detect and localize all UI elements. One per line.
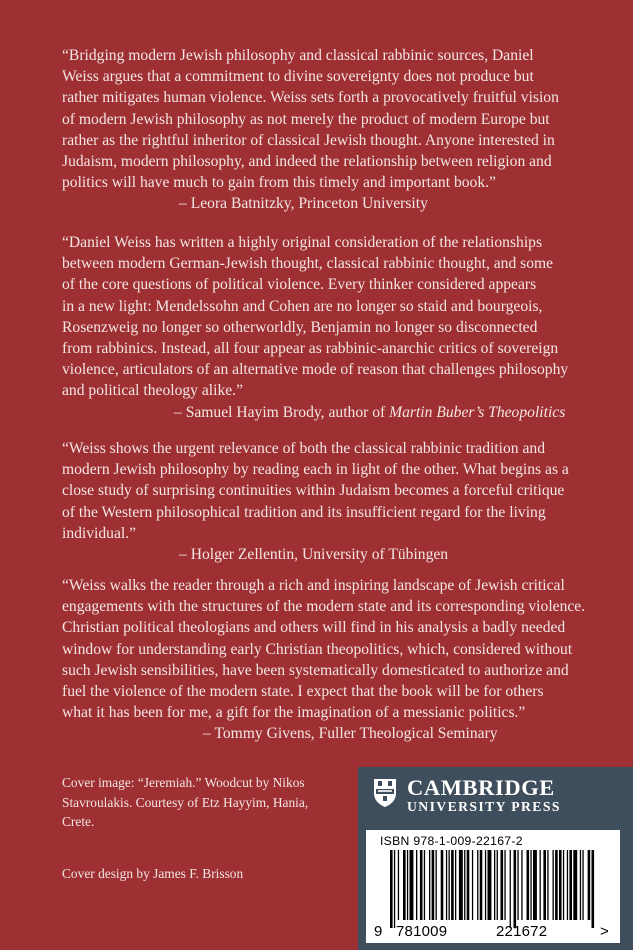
quote-line: “Weiss walks the reader through a rich and inspiring landscape of Jewish critical (62, 577, 565, 594)
quote-attribution: – Tommy Givens, Fuller Theological Seminary (203, 725, 498, 743)
quote-line: rather as the rightful inheritor of classical Jewish thought. Anyone interested in (62, 131, 555, 149)
credit-line: Stavroulakis. Courtesy of Etz Hayyim, Hania, (62, 794, 309, 810)
barcode-bar (472, 850, 473, 920)
barcode-bar (555, 850, 558, 920)
quote-line: violence, articulators of an alternative mode of reason that challenges philosophy (62, 361, 569, 379)
barcode-bar (407, 850, 408, 920)
quote-attribution (62, 402, 582, 423)
quote-line: Weiss argues that a commitment to divine sovereignty does not produce but (62, 68, 534, 86)
barcode-bar (582, 850, 583, 920)
barcode-bar (559, 850, 562, 920)
barcode-bar (504, 850, 505, 920)
quote-line: politics will have much to gain from this timely and important book.” (62, 174, 496, 192)
barcode-bar (563, 850, 564, 920)
credit-line: Crete. (62, 814, 95, 829)
quote-line: close study of surprising continuities within Judaism becomes a forceful critique (62, 482, 565, 500)
barcode-bar (467, 850, 470, 920)
quote-line: “Daniel Weiss has written a highly original consideration of the relationships (62, 234, 543, 251)
publisher-subtitle: UNIVERSITY PRESS (407, 799, 561, 814)
endorsement-givens (62, 575, 586, 745)
barcode-bar (455, 850, 456, 920)
barcode-bar (540, 850, 541, 920)
barcode-bar (441, 850, 444, 920)
barcode-bar (394, 850, 395, 928)
barcode-bar (480, 850, 483, 920)
book-title: Martin Buber’s Theopolitics (389, 403, 566, 421)
barcode-bar (533, 850, 537, 920)
publisher-name: CAMBRIDGE (407, 775, 555, 800)
attribution-text: – Samuel Hayim Brody, author of (174, 403, 390, 421)
cambridge-shield-icon (373, 778, 397, 808)
barcode-bar (449, 850, 450, 920)
barcode-bar (488, 850, 492, 920)
barcode-bar (464, 850, 465, 920)
quote-line: “Weiss shows the urgent relevance of both the classical rabbinic tradition and (62, 440, 546, 457)
barcode-bar (429, 850, 430, 920)
quote-line: “Bridging modern Jewish philosophy and classical rabbinic sources, Daniel (62, 47, 534, 64)
barcode-bar (527, 850, 530, 920)
barcode-bar (521, 850, 522, 920)
quote-line: of the Western philosophical tradition and its insufficient regard for the living (62, 503, 546, 521)
barcode-bar (424, 850, 425, 920)
quote-line: in a new light: Mendelssohn and Cohen are no longer so staid and bourgeois, (62, 297, 543, 315)
cover-image-credit (62, 773, 308, 832)
barcode-bar (416, 850, 417, 920)
quote-attribution: – Holger Zellentin, University of Tübingen (179, 546, 449, 564)
endorsement-brody (62, 232, 582, 423)
barcode-bar (567, 850, 568, 920)
quote-line: Rosenzweig no longer so otherworldly, Benjamin no longer so disconnected (62, 318, 538, 336)
barcode-bar (446, 850, 447, 920)
barcode-bar (485, 850, 486, 920)
barcode-bar (553, 850, 554, 920)
barcode-bar (592, 850, 595, 928)
barcode-bar (514, 850, 517, 928)
quote-line: window for understanding early Christian theopolitics, which, considered without (62, 640, 573, 658)
quote-line: rather mitigates human violence. Weiss sets forth a provocatively fruitful vision (62, 89, 559, 107)
quote-line: Christian political theologians and others will find in his analysis a badly needed (62, 619, 566, 637)
barcode-left-group: 781009 (396, 923, 448, 940)
barcode-bar (398, 850, 399, 920)
isbn-label: ISBN 978-1-009-22167-2 (380, 834, 523, 848)
publisher-logo (373, 776, 561, 815)
endorsement-zellentin (62, 438, 582, 565)
barcode-bar (494, 850, 495, 920)
isbn-barcode (366, 830, 620, 943)
quote-line: Judaism, modern philosophy, and indeed the relationship between religion and (62, 153, 552, 171)
barcode-bar (580, 850, 581, 920)
quote-line: such Jewish sensibilities, have been systematically domesticated to authorize and (62, 661, 569, 679)
quote-line: fuel the violence of the modern state. I expect that the book will be for others (62, 683, 544, 701)
barcode-bar (451, 850, 454, 920)
quote-line: between modern German-Jewish thought, classical rabbinic thought, and some (62, 255, 554, 273)
quote-attribution: – Leora Batnitzky, Princeton University (179, 195, 428, 213)
barcode-bar (588, 850, 591, 920)
barcode-bar (547, 850, 548, 920)
barcode-bar (510, 850, 511, 928)
barcode-bar (390, 850, 393, 928)
quote-line: modern Jewish philosophy by reading each in light of the other. What begins as a (62, 461, 569, 479)
barcode-first-digit: 9 (374, 923, 383, 940)
barcode-bar (569, 850, 572, 920)
barcode-bar (432, 850, 435, 920)
quote-line: and political theology alike.” (62, 382, 244, 400)
barcode-bar (543, 850, 546, 920)
barcode-bars (390, 850, 596, 928)
barcode-bar (420, 850, 423, 920)
quote-line: engagements with the structures of the modern state and its corresponding violence. (62, 598, 586, 616)
barcode-bar (530, 850, 531, 920)
barcode-bar (459, 850, 463, 920)
quote-line: of modern Jewish philosophy as not merely the product of modern Europe but (62, 110, 550, 128)
endorsement-batnitzky (62, 45, 582, 215)
credit-line: Cover image: “Jeremiah.” Woodcut by Nikos (62, 775, 305, 790)
quote-line: what it has been for me, a gift for the imagination of a messianic politics.” (62, 704, 526, 722)
barcode-bar (403, 850, 406, 920)
barcode-bar (573, 850, 577, 920)
quote-line: from rabbinics. Instead, all four appear as rabbinic-anarchic critics of sovereign (62, 340, 559, 358)
barcode-bar (497, 850, 498, 920)
barcode-bar (477, 850, 478, 920)
barcode-bar (517, 850, 518, 920)
barcode-quiet-zone-mark: > (600, 923, 609, 940)
barcode-right-group: 221672 (496, 923, 548, 940)
quote-line: of the core questions of political violence. Every thinker considered appears (62, 276, 537, 294)
barcode-bar (501, 850, 504, 920)
credit-line: Cover design by James F. Brisson (62, 866, 244, 881)
barcode-bar (436, 850, 437, 920)
barcode-bar (410, 850, 414, 920)
quote-line: individual.” (62, 524, 137, 542)
cover-design-credit (62, 864, 243, 884)
